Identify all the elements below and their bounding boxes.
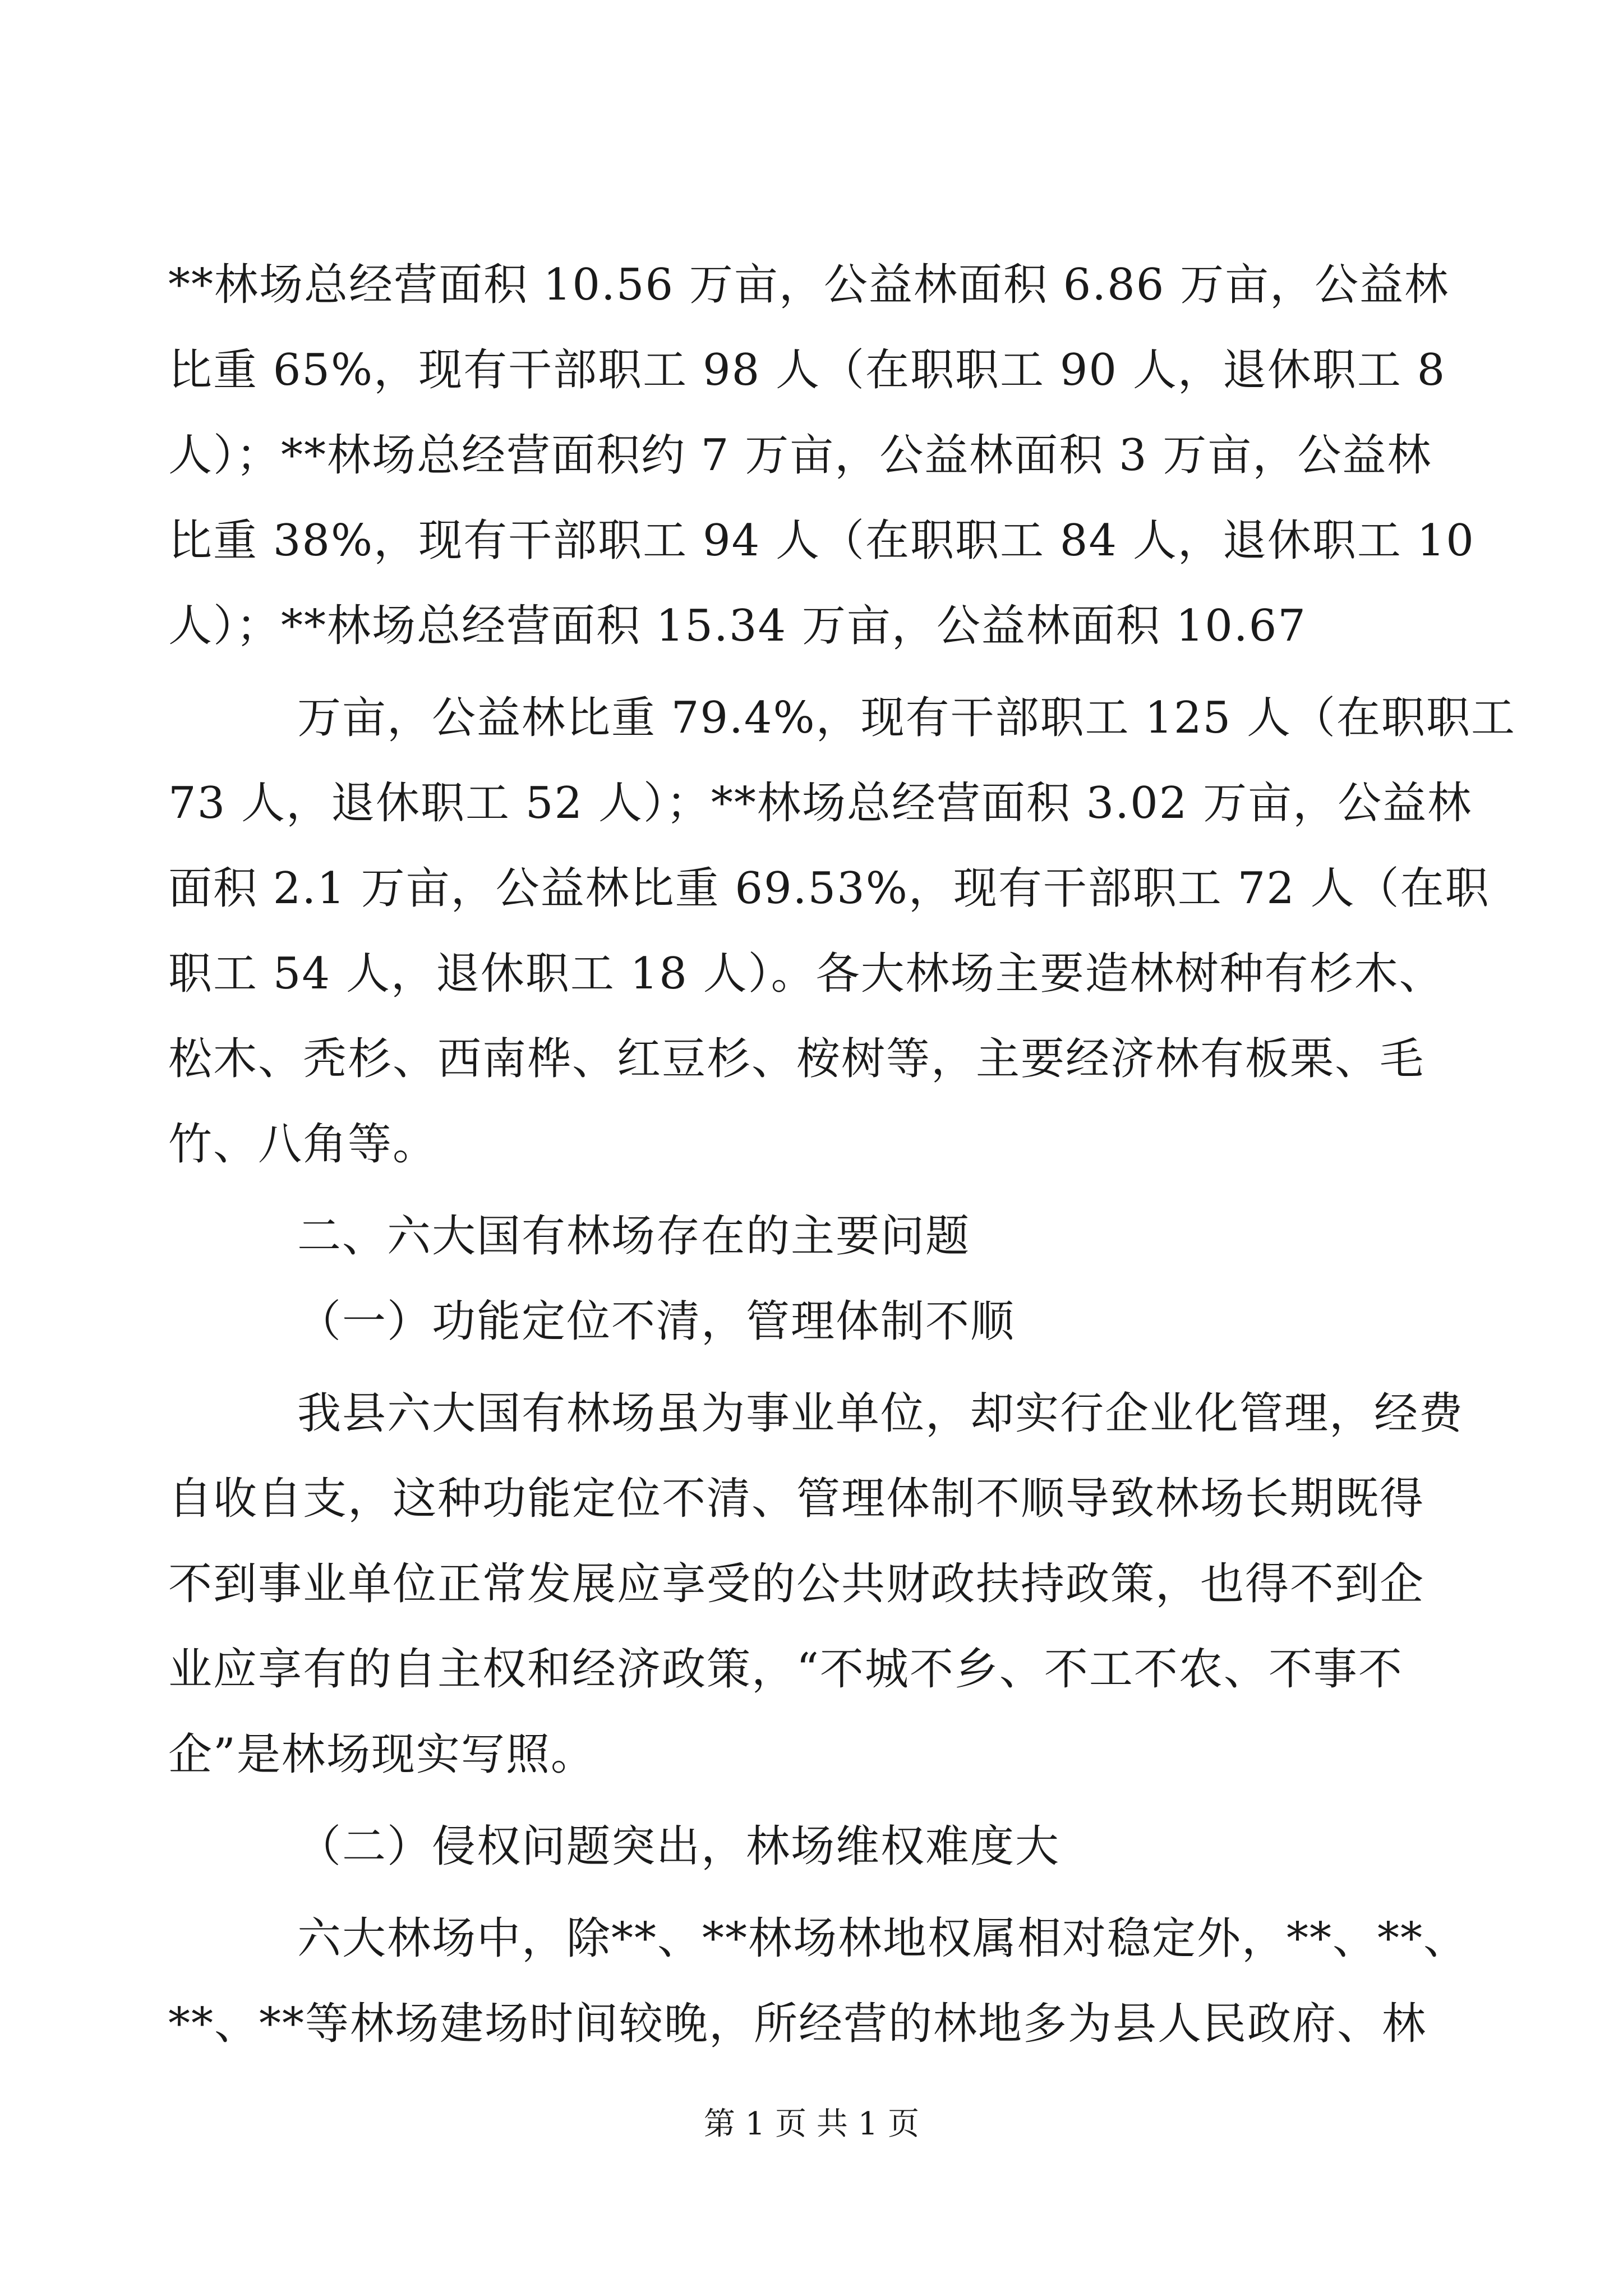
section-heading: 二、六大国有林场存在的主要问题 (297, 1211, 971, 1262)
text-line: 六大林场中，除**、**林场林地权属相对稳定外，**、**、 (297, 1913, 1469, 1964)
text-line: 竹、八角等。 (168, 1119, 438, 1170)
text-line: 企”是林场现实写照。 (168, 1729, 596, 1780)
text-line: 万亩，公益林比重 79.4%，现有干部职工 125 人（在职职工 (297, 693, 1516, 743)
subsection-heading: （二）侵权问题突出，林场维权难度大 (297, 1821, 1061, 1872)
text-line: **林场总经营面积 10.56 万亩，公益林面积 6.86 万亩，公益林 (168, 260, 1450, 310)
subsection-heading: （一）功能定位不清，管理体制不顺 (297, 1296, 1016, 1347)
text-line: 职工 54 人，退休职工 18 人）。各大林场主要造林树种有杉木、 (168, 949, 1444, 999)
text-line: 人）；**林场总经营面积约 7 万亩，公益林面积 3 万亩，公益林 (168, 430, 1432, 481)
page-footer: 第 1 页 共 1 页 (703, 2106, 920, 2142)
text-line: 比重 65%，现有干部职工 98 人（在职职工 90 人，退休职工 8 (168, 345, 1446, 395)
text-line: **、**等林场建场时间较晚，所经营的林地多为县人民政府、林 (168, 1999, 1427, 2049)
text-line: 73 人，退休职工 52 人）；**林场总经营面积 3.02 万亩，公益林 (168, 778, 1473, 829)
text-line: 比重 38%，现有干部职工 94 人（在职职工 84 人，退休职工 10 (168, 516, 1475, 566)
text-line: 松木、秃杉、西南桦、红豆杉、桉树等，主要经济林有板栗、毛 (168, 1034, 1425, 1084)
text-line: 人）；**林场总经营面积 15.34 万亩，公益林面积 10.67 (168, 601, 1307, 651)
text-line: 自收自支，这种功能定位不清、管理体制不顺导致林场长期既得 (168, 1474, 1425, 1524)
text-line: 面积 2.1 万亩，公益林比重 69.53%，现有干部职工 72 人（在职 (168, 863, 1490, 914)
text-line: 我县六大国有林场虽为事业单位，却实行企业化管理，经费 (297, 1388, 1464, 1439)
text-line: 业应享有的自主权和经济政策，“不城不乡、不工不农、不事不 (168, 1644, 1403, 1695)
text-line: 不到事业单位正常发展应享受的公共财政扶持政策，也得不到企 (168, 1559, 1425, 1609)
